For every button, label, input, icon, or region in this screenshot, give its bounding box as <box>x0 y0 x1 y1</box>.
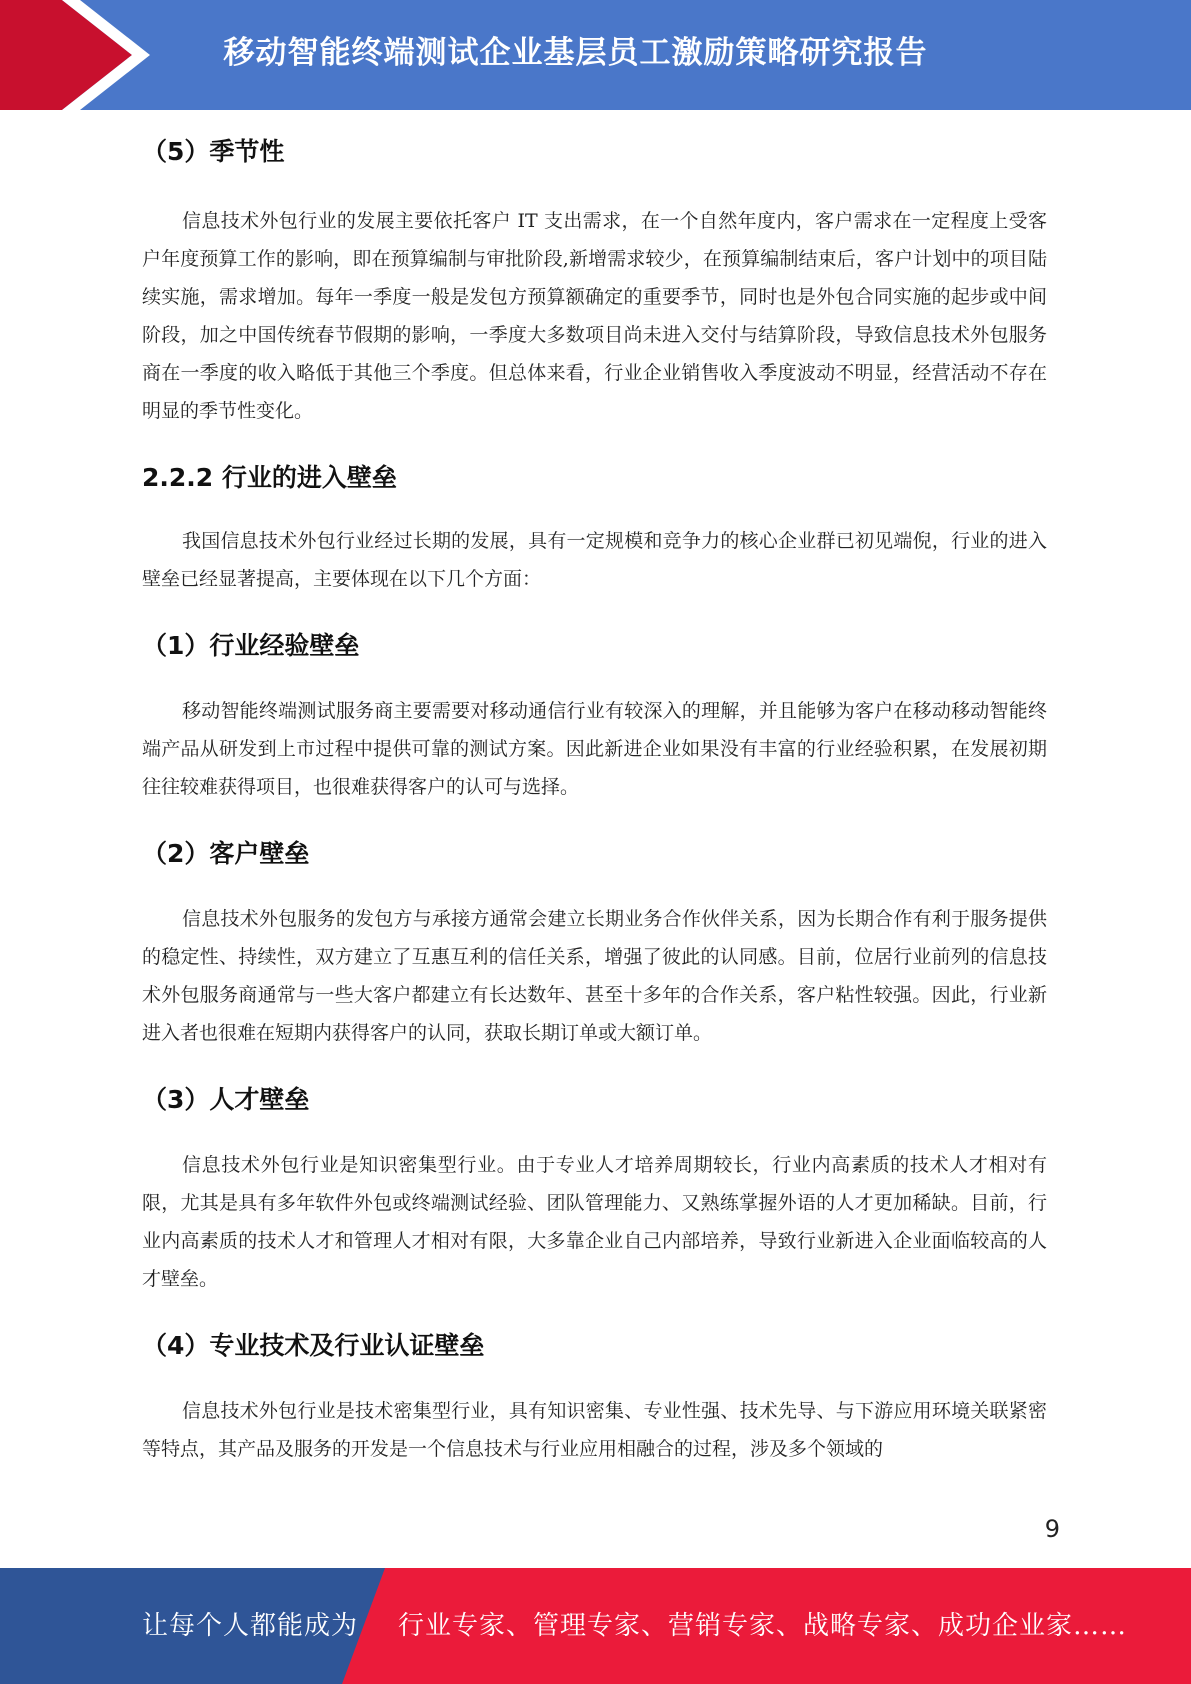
section-heading-experience-barrier: （1）行业经验壁垒 <box>142 631 360 660</box>
page-number: 9 <box>1044 1515 1060 1543</box>
paragraph-technical-barrier: 信息技术外包行业是技术密集型行业，具有知识密集、专业性强、技术先导、与下游应用环境关联紧密等特点，其产品及服务的开发是一个信息技术与行业应用相融合的过程，涉及多个领域的 <box>142 1400 1047 1460</box>
paragraph-seasonality: 信息技术外包行业的发展主要依托客户 IT 支出需求，在一个自然年度内，客户需求在一定程度上受客户年度预算工作的影响，即在预算编制与审批阶段,新增需求较少，在预算编制结束后，客户计划中的项目陆续实施，需求增加。每年一季度一般是发包方预算额确定的重要季节，同时也是外包合同实施的起步或中间阶段，加之中国传统春节假期的影响，一季度大多数项目尚未进入交付与结算阶段，导致信息技术外包服务商在一季度的收入略低于其他三个季度。但总体来看，行业企业销售收入季度波动不明显，经营活动不存在明显的季节性变化。 <box>142 210 1047 422</box>
page-footer <box>0 1568 1191 1684</box>
section-heading-customer-barrier: （2）客户壁垒 <box>142 839 310 868</box>
report-title: 移动智能终端测试企业基层员工激励策略研究报告 <box>223 35 928 71</box>
section-heading-entry-barriers: 2.2.2 行业的进入壁垒 <box>142 463 397 492</box>
paragraph-entry-barriers: 我国信息技术外包行业经过长期的发展，具有一定规模和竞争力的核心企业群已初见端倪，行业的进入壁垒已经显著提高，主要体现在以下几个方面： <box>142 530 1047 590</box>
footer-slogan-left: 让每个人都能成为 <box>142 1611 359 1641</box>
section-heading-seasonality: （5）季节性 <box>142 137 285 166</box>
page-header <box>0 0 1191 110</box>
section-heading-talent-barrier: （3）人才壁垒 <box>142 1085 310 1114</box>
paragraph-customer-barrier: 信息技术外包服务的发包方与承接方通常会建立长期业务合作伙伴关系，因为长期合作有利于服务提供的稳定性、持续性，双方建立了互惠互利的信任关系，增强了彼此的认同感。目前，位居行业前列的信息技术外包服务商通常与一些大客户都建立有长达数年、甚至十多年的合作关系，客户粘性较强。因此，行业新进入者也很难在短期内获得客户的认同，获取长期订单或大额订单。 <box>142 908 1047 1044</box>
paragraph-talent-barrier: 信息技术外包行业是知识密集型行业。由于专业人才培养周期较长，行业内高素质的技术人才相对有限，尤其是具有多年软件外包或终端测试经验、团队管理能力、又熟练掌握外语的人才更加稀缺。目前，行业内高素质的技术人才和管理人才相对有限，大多靠企业自己内部培养，导致行业新进入企业面临较高的人才壁垒。 <box>142 1154 1047 1290</box>
paragraph-experience-barrier: 移动智能终端测试服务商主要需要对移动通信行业有较深入的理解，并且能够为客户在移动移动智能终端产品从研发到上市过程中提供可靠的测试方案。因此新进企业如果没有丰富的行业经验积累，在发展初期往往较难获得项目，也很难获得客户的认可与选择。 <box>142 700 1047 798</box>
footer-slogan-right: 行业专家、管理专家、营销专家、战略专家、成功企业家…… <box>398 1611 1128 1641</box>
section-heading-technical-barrier: （4）专业技术及行业认证壁垒 <box>142 1331 485 1360</box>
header-arrow-decoration <box>0 0 160 110</box>
page-content <box>142 112 1047 1468</box>
